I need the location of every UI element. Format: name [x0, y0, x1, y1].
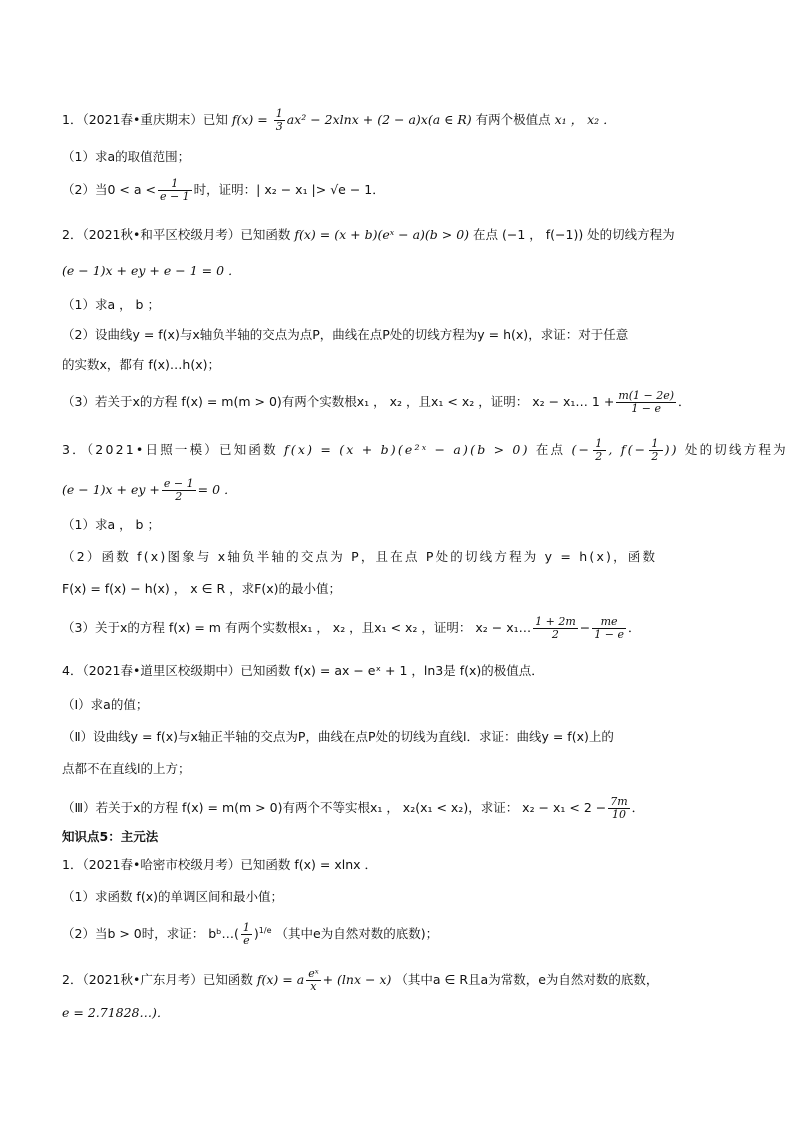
problem-4-q2: （Ⅱ）设曲线y = f(x)与x轴正半轴的交点为P，曲线在点P处的切线为直线l．求证：曲线y = f(x)上的	[62, 729, 614, 744]
fraction: $\frac{1}{2}$	[595, 437, 605, 463]
fraction: $\frac{1}{e}$	[242, 921, 250, 948]
fraction: $\frac{e - 1}{2}$	[163, 477, 194, 503]
problem-2-q2: （2）设曲线y = f(x)与x轴负半轴的交点为点P，曲线在点P处的切线方程为y = h(x)，求证：对于任意	[62, 327, 629, 342]
fraction: $\frac{m(1 - 2e)}{1 - e}$	[618, 389, 675, 415]
problem-4-stem: 4．（2021春•道里区校级期中）已知函数 f(x) = ax − eˣ + 1 ，ln3是 f(x)的极值点．	[62, 663, 544, 678]
fraction: $\frac{7m}{10}$	[610, 795, 628, 821]
problem-3-q1: （1）求a ， b ；	[62, 517, 160, 532]
problem-2-stem: 2．（2021秋•和平区校级月考）已知函数 f(x) = (x + b)(eˣ − a)(b > 0) 在点 (−1 ， f(−1)) 处的切线方程为	[62, 227, 675, 242]
problem-4-q2-cont: 点都不在直线l的上方；	[62, 761, 191, 776]
problem-3-q2: （2）函数 f(x)图象与 x轴负半轴的交点为 P，且在点 P处的切线方程为 y = h(x)，函数	[62, 549, 658, 564]
problem-1-stem: 1．（2021春•重庆期末）已知 f(x) = $\frac{1}{3}$ ax² − 2xlnx + (2 − a)x(a ∈ R) 有两个极值点 x₁ ， x₂ ．	[62, 107, 616, 133]
section-heading: 知识点5：主元法	[62, 829, 159, 844]
problem-4-q1: （Ⅰ）求a的值；	[62, 697, 149, 712]
problem-1-q1: （1）求a的取值范围；	[62, 149, 191, 164]
fraction: $\frac{1}{e - 1}$	[159, 177, 190, 203]
fraction: $\frac{1}{3}$	[275, 107, 283, 133]
section-problem-1-q1: （1）求函数 f(x)的单调区间和最小值；	[62, 889, 283, 904]
section-problem-2-stem: 2．（2021秋•广东月考）已知函数 f(x) = a $\frac{\text{eˣ}}{x}$ + (lnx − x) （其中a ∈ R且a为常数，e为自然对数的底数，	[62, 967, 659, 993]
fraction: $\frac{\text{eˣ}}{x}$	[308, 967, 319, 993]
fraction: $\frac{1 + 2m}{2}$	[535, 615, 576, 641]
problem-3-q2-cont: F(x) = f(x) − h(x) ， x ∈ R ，求F(x)的最小值；	[62, 581, 341, 596]
problem-2-q3: （3）若关于x的方程 f(x) = m(m > 0)有两个实数根x₁ ， x₂ ，且x₁ < x₂ ，证明： x₂ − x₁… 1 + $\frac{m(1 - 2e)}{1 - e}$ ．	[62, 389, 691, 415]
section-problem-2-line2: e = 2.71828…)．	[62, 1005, 170, 1020]
problem-2-line2: (e − 1)x + ey + e − 1 = 0 ．	[62, 263, 241, 278]
problem-3-line2: (e − 1)x + ey + $\frac{e - 1}{2}$ = 0 ．	[62, 477, 237, 503]
section-problem-1-q2: （2）当b > 0时，求证： bᵇ…( $\frac{1}{e}$ )$^{1/e}$ （其中e为自然对数的底数)；	[62, 921, 439, 948]
problem-2-q2-cont: 的实数x，都有 f(x)…h(x)；	[62, 357, 220, 372]
problem-2-q1: （1）求a ， b ；	[62, 297, 160, 312]
problem-3-q3: （3）关于x的方程 f(x) = m 有两个实数根x₁ ， x₂ ，且x₁ < x₂ ，证明： x₂ − x₁… $\frac{1 + 2m}{2}$ − $\frac{me}{1 - e}$ ．	[62, 615, 641, 641]
section-problem-1-stem: 1．（2021春•哈密市校级月考）已知函数 f(x) = xlnx ．	[62, 857, 377, 872]
fraction: $\frac{1}{2}$	[651, 437, 661, 463]
problem-1-q2: （2）当0 < a < $\frac{1}{e - 1}$ 时，证明：| x₂ − x₁ |> √e − 1．	[62, 177, 385, 203]
problem-4-q3: （Ⅲ）若关于x的方程 f(x) = m(m > 0)有两个不等实根x₁ ， x₂(x₁ < x₂)，求证： x₂ − x₁ < 2 − $\frac{7m}{10}$ ．	[62, 795, 645, 821]
fraction: $\frac{me}{1 - e}$	[594, 615, 624, 641]
problem-3-stem: 3．（2021•日照一模）已知函数 f(x) = (x + b)(e²ˣ − a)(b > 0) 在点 (− $\frac{1}{2}$ , f(− $\frac{1}{2}$ )) 处的切线方程为	[62, 437, 788, 463]
